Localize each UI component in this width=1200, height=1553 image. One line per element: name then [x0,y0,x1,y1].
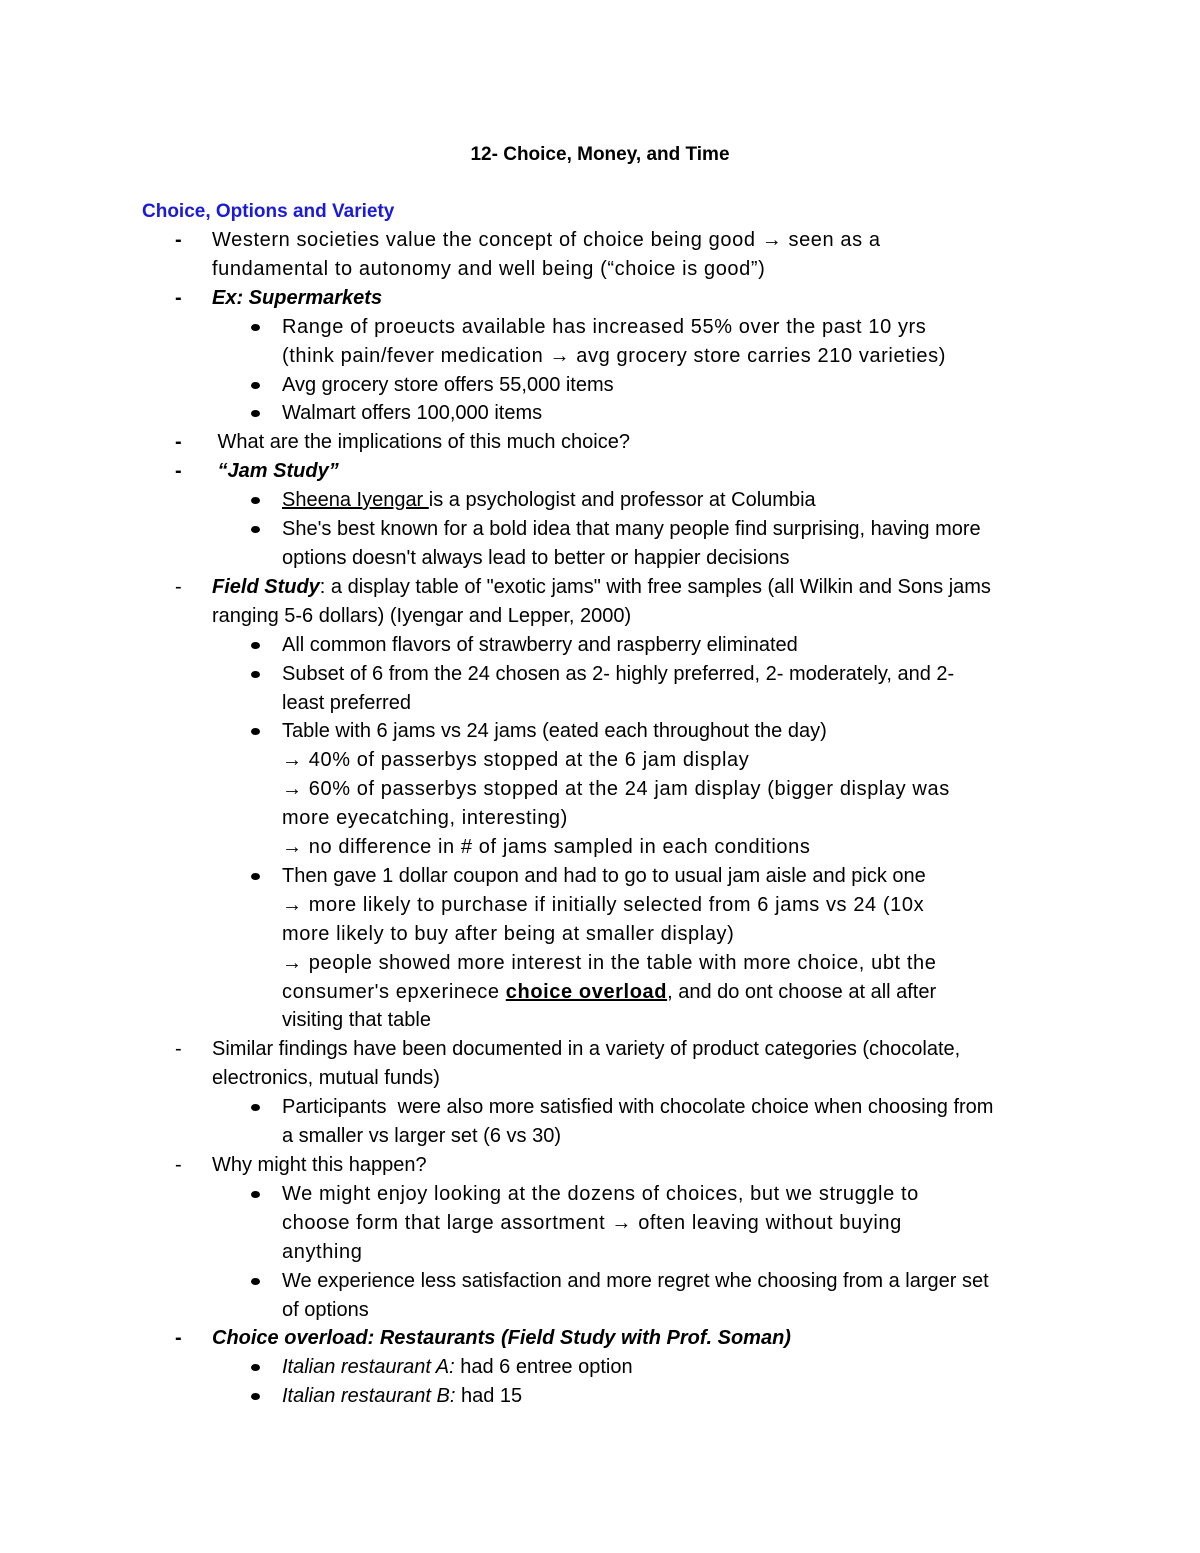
bullet-dot [251,382,260,389]
dash-marker: - [175,431,182,454]
bullet-item-continuation: least preferred [282,691,411,714]
bullet-item: Walmart offers 100,000 items [0,399,1200,428]
list-item-continuation: electronics, mutual funds) [212,1067,440,1090]
bullet-dot [251,526,260,533]
list-item: - What are the implications of this much choice? [0,428,1200,457]
bullet-item: We might enjoy looking at the dozens of choices, but we struggle to [0,1180,1200,1209]
dash-marker: - [175,1038,182,1061]
dash-marker: - [175,1327,182,1350]
bullet-dot [251,410,260,417]
bullet-item-continuation: → more likely to purchase if initially selected from 6 jams vs 24 (10x [282,893,925,916]
bullet-item-continuation: → people showed more interest in the table with more choice, ubt the [282,951,937,974]
dash-marker: - [175,575,182,598]
list-item: - Similar findings have been documented in a variety of product categories (chocolate, [0,1035,1200,1064]
bullet-item-continuation: → 60% of passerbys stopped at the 24 jam display (bigger display was [282,778,950,801]
page-title: 12- Choice, Money, and Time [470,144,730,165]
bullet-item-continuation: of options [282,1298,369,1321]
bullet-item: She's best known for a bold idea that many people find surprising, having more [0,515,1200,544]
bullet-item: Subset of 6 from the 24 chosen as 2- highly preferred, 2- moderately, and 2- [0,660,1200,689]
bullet-item-continuation: options doesn't always lead to better or happier decisions [282,546,790,569]
bullet-dot [251,1191,260,1198]
bullet-dot [251,1278,260,1285]
bullet-dot [251,728,260,735]
list-item-continuation: fundamental to autonomy and well being (“choice is good”) [212,257,766,280]
notes-body [0,226,1200,1411]
bullet-item: We experience less satisfaction and more regret whe choosing from a larger set [0,1267,1200,1296]
bullet-dot [251,671,260,678]
bullet-item-continuation: more likely to buy after being at smaller display) [282,922,735,945]
bullet-item: Italian restaurant A: had 6 entree option [0,1353,1200,1382]
bullet-dot [251,642,260,649]
section-heading: Choice, Options and Variety [142,201,395,222]
bullet-item-continuation: consumer's epxerinece choice overload, and do ont choose at all after [282,980,937,1003]
bullet-dot [251,324,260,331]
bullet-item: Then gave 1 dollar coupon and had to go to usual jam aisle and pick one [0,862,1200,891]
bullet-item-continuation: visiting that table [282,1009,431,1032]
list-item-continuation: ranging 5-6 dollars) (Iyengar and Lepper, 2000) [212,604,632,627]
list-item: - Western societies value the concept of choice being good → seen as a [0,226,1200,255]
choice-overload-term: choice overload [505,980,668,1003]
bullet-dot [251,1393,260,1400]
list-item: - “Jam Study” [0,457,1200,486]
bullet-item-continuation: choose form that large assortment → often leaving without buying [282,1211,902,1234]
bullet-item-continuation: a smaller vs larger set (6 vs 30) [282,1125,561,1148]
dash-marker: - [175,460,182,483]
dash-marker: - [175,229,183,251]
bullet-dot [251,497,260,504]
list-item: - Field Study: a display table of "exotic jams" with free samples (all Wilkin and Sons jams [0,573,1200,602]
bullet-item-continuation: → 40% of passerbys stopped at the 6 jam display [282,749,750,772]
bullet-item: Italian restaurant B: had 15 [0,1382,1200,1411]
bullet-item-continuation: anything [282,1240,363,1263]
bullet-item-continuation: (think pain/fever medication → avg grocery store carries 210 varieties) [282,344,946,367]
bullet-item: Sheena Iyengar is a psychologist and professor at Columbia [0,486,1200,515]
bullet-item: Avg grocery store offers 55,000 items [0,371,1200,400]
bullet-item-continuation: → no difference in # of jams sampled in each conditions [282,836,811,859]
bullet-item: Participants were also more satisfied with chocolate choice when choosing from [0,1093,1200,1122]
bullet-item: All common flavors of strawberry and raspberry eliminated [0,631,1200,660]
bullet-item: Table with 6 jams vs 24 jams (eated each throughout the day) [0,717,1200,746]
bullet-dot [251,873,260,880]
list-item: - Choice overload: Restaurants (Field Study with Prof. Soman) [0,1324,1200,1353]
list-item: - Ex: Supermarkets [0,284,1200,313]
dash-marker: - [175,286,182,309]
bullet-item: Range of proeucts available has increased 55% over the past 10 yrs [0,313,1200,342]
bullet-dot [251,1364,260,1371]
dash-marker: - [175,1154,182,1176]
list-item: - Why might this happen? [0,1151,1200,1180]
bullet-dot [251,1104,260,1111]
bullet-item-continuation: more eyecatching, interesting) [282,807,568,830]
